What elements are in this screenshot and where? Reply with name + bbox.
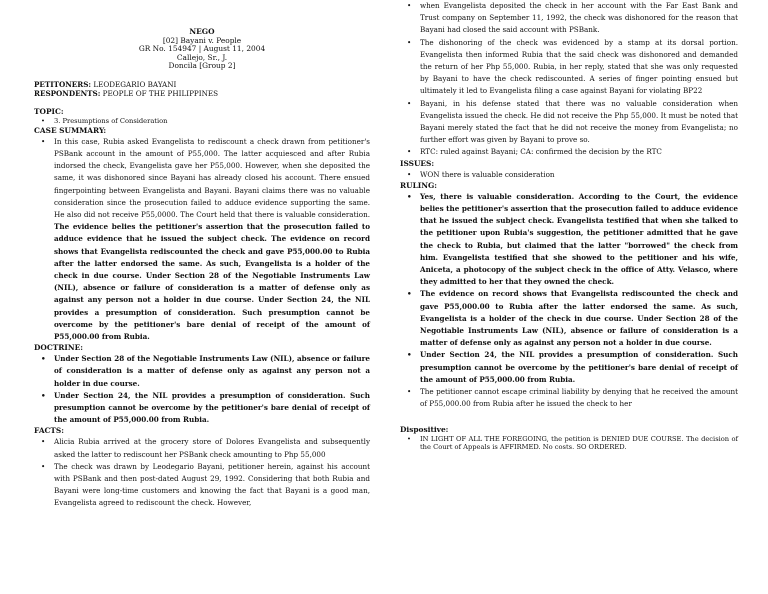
issue-item: • WON there is valuable consideration (420, 169, 738, 181)
ruling-item: • Yes, there is valuable consideration. According to the Court, the evidence belies the petitioner's assertion that the prosecution failed to adduce evidence that he issued the subject check. Evangelista testified that when she talked to the petitioner upon Rubia's suggestion, the petitioner admitted that he gave the check to Rubia, but claimed that the latter "borrowed" the check from him. Evangelista testified that she showed to the petitioner and his wife, Aniceta, a photocopy of the subject check in the office of Atty. Velasco, where they admitted to her that they owned the check. (420, 191, 738, 289)
ruling-item: • The petitioner cannot escape criminal liability by denying that he received the amount of P55,000.00 from Rubia after he issued the check to her (420, 386, 738, 410)
header-nego: NEGO (189, 27, 215, 36)
issues-list (400, 169, 738, 181)
respondents-line (34, 90, 370, 99)
respondents-value: PEOPLE OF THE PHILIPPINES (100, 88, 219, 98)
petitioners-value: LEODEGARIO BAYANI (91, 79, 177, 89)
header-case-name: [02] Bayani v. People (162, 35, 242, 45)
fact-item: • RTC: ruled against Bayani; CA: confirmed the decision by the RTC (420, 146, 738, 158)
left-column (34, 0, 370, 510)
right-column (400, 0, 738, 452)
facts-list-right (400, 0, 738, 159)
topic-item: • 3. Presumptions of Consideration (54, 117, 370, 126)
fact-item-continued: • when Evangelista deposited the check in her account with the Far East Bank and Trust company on September 11, 1992, the check was dishonored for the reason that Bayani had closed the said account with PSBank. (420, 0, 738, 37)
ruling-item: • Under Section 24, the NIL provides a presumption of consideration. Such presumption cannot be overcome by the petitioner's bare denial of receipt of the amount of P55,000.00 from Rubia. (420, 349, 738, 386)
dispositive-item: • IN LIGHT OF ALL THE FOREGOING, the petition is DENIED DUE COURSE. The decision of the Court of Appeals is AFFIRMED. No costs. SO ORDERED. (420, 435, 738, 452)
doctrine-item: • Under Section 24, the NIL provides a presumption of consideration. Such presumption cannot be overcome by the petitioner's bare denial of receipt of the amount of P55,000.00 from Rubia. (54, 390, 370, 427)
doctrine-item: • Under Section 28 of the Negotiable Instruments Law (NIL), absence or failure of consideration is a matter of defense only as against any person not a holder in due course. (54, 353, 370, 390)
header-ponente: Callejo, Sr., J. (176, 52, 228, 62)
dispositive-list (400, 435, 738, 452)
dispositive-label: Dispositive: (400, 424, 449, 434)
topic-list (34, 117, 370, 126)
case-summary-text: In this case, Rubia asked Evangelista to rediscount a check drawn from petitioner's PSBank account in the amount of P55,000. The latter acquiesced and after Rubia indorsed the check, Evangelista gave her P55,000. However, when she deposited the same, it was dishonored since Bayani has already closed his account. There ensued fingerpointing between Evangelista and Bayani. Bayani claims there was no valuable consideration since the prosecution failed to adduce evidence supporting the same. He also did not receive P55,0000. The Court held that there is valuable consideration. (54, 136, 370, 219)
case-summary-item (54, 136, 370, 343)
fact-item: • Bayani, in his defense stated that there was no valuable consideration when Evangelista issued the check. He did not receive the Php 55,000. It must be noted that Bayani merely stated the fact that he did not receive the money from Evangelista; no further effort was given by Bayani to prove so. (420, 98, 738, 147)
case-header (34, 28, 370, 71)
ruling-list (400, 191, 738, 411)
fact-item: • The check was drawn by Leodegario Bayani, petitioner herein, against his account with PSBank and then post-dated August 29, 1992. Considering that both Rubia and Bayani were long-time customers and knowing the fact that Bayani is a good man, Evangelista agreed to rediscount the check. However, (54, 461, 370, 510)
facts-label: FACTS: (34, 426, 64, 436)
topic-label: TOPIC: (34, 107, 64, 117)
fact-item: • Alicia Rubia arrived at the grocery store of Dolores Evangelista and subsequently asked the latter to rediscount her PSBank check amounting to Php 55,000 (54, 436, 370, 460)
issues-label: ISSUES: (400, 158, 435, 168)
ruling-label: RULING: (400, 180, 438, 190)
doctrine-label: DOCTRINE: (34, 343, 83, 353)
header-group: Doncila [Group 2] (168, 61, 236, 71)
case-summary-label: CASE SUMMARY: (34, 125, 107, 135)
respondents-label: RESPONDENTS: (34, 88, 101, 98)
case-summary-list (34, 136, 370, 343)
header-gr-number: GR No. 154947 | August 11, 2004 (138, 44, 266, 54)
ruling-item: • The evidence on record shows that Evangelista rediscounted the check and gave P55,000.00 to Rubia after the latter endorsed the same. As such, Evangelista is a holder of the check in due course. Under Section 28 of the Negotiable Instruments Law (NIL), absence or failure of consideration is a matter of defense only as against any person not a holder in due course. (420, 288, 738, 349)
petitioners-label: PETITONERS: (34, 79, 92, 89)
facts-list-left (34, 436, 370, 509)
case-summary-holding: The evidence belies the petitioner's assertion that the prosecution failed to adduce evidence that he issued the subject check. The evidence on record shows that Evangelista rediscounted the check and gave P55,000.00 to Rubia after the latter endorsed the same. As such, Evangelista is a holder of the check in due course. Under Section 28 of the Negotiable Instruments Law (NIL), absence or failure of consideration is a matter of defense only as against any person not a holder in due course. Under Section 24, the NIL provides a presumption of consideration. Such presumption cannot be overcome by the petitioner's bare denial of receipt of the amount of P55,000.00 from Rubia. (54, 222, 370, 341)
fact-item: • The dishonoring of the check was evidenced by a stamp at its dorsal portion. Evangelista then informed Rubia that the said check was dishonored and demanded the return of her Php 55,000. Rubia, in her reply, stated that she was only requested by Bayani to have the check rediscounted. A series of finger pointing ensued but ultimately it led to Evangelista filing a case against Bayani for violating BP22 (420, 37, 738, 98)
doctrine-list (34, 353, 370, 426)
